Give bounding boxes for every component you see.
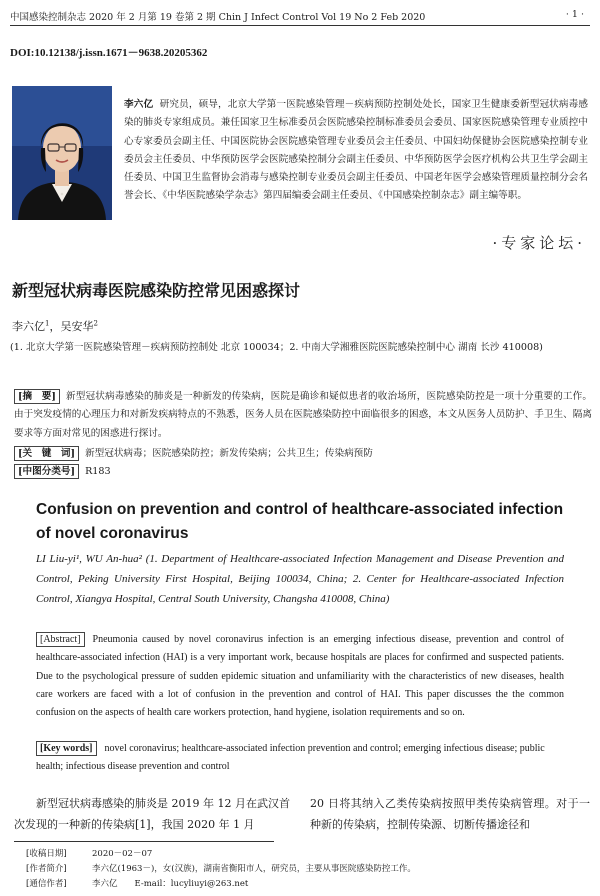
clc-label: [中图分类号] xyxy=(14,464,79,479)
abstract-cn-label: [摘 要] xyxy=(14,389,60,404)
running-header-left xyxy=(10,9,425,23)
authors-affiliations-en xyxy=(36,549,564,609)
footnote-corresponding xyxy=(26,877,248,889)
keywords-cn-text: 新型冠状病毒；医院感染防控；新发传染病；公共卫生；传染病预防 xyxy=(85,448,373,459)
abstract-en xyxy=(36,631,564,722)
bio-text: 研究员，硕导，北京大学第一医院感染管理－疾病预防控制处处长，国家卫生健康委新型冠状病毒感染的肺炎专家组成员。兼任国家卫生标准委员会医院感染控制标准委员会委员、国家医院感染管理专业质控中心专家委员会副主任、中国医院协会医院感染管理专业委员会主任委员、中国妇幼保健协会医院感染控制专业委员会主任委员、中华预防医学会医院感染控制分会副主任委员、中华预防医学会医疗机构公共卫生学会副主任委员、中国卫生监督协会消毒与感染控制专业委员会副主任委员、中国老年医学会感染管理质量控制分会名誉会长、《中华医院感染学杂志》第四届编委会副主任委员、《中国感染控制杂志》副主编等职。 xyxy=(124,99,588,202)
article-title-en: Confusion on prevention and control of healthcare-associated infection of novel coronavirus xyxy=(36,501,564,542)
abstract-cn-text: 新型冠状病毒感染的肺炎是一种新发的传染病，医院是确诊和疑似患者的收治场所，医院感染防控是一项十分重要的工作。由于突发疫情的心理压力和对新发疾病特点的不熟悉，医务人员在医院感染防控中面临很多的困惑，本文从医务人员防护、手卫生、隔离要求等方面对常见的困惑进行探讨。 xyxy=(14,391,592,439)
clc-number xyxy=(14,464,111,479)
doi: DOI:10.12138/j.issn.1671－9638.20205362 xyxy=(10,47,208,59)
issue-cn: 2020 年 2 月第 19 卷第 2 期 xyxy=(89,12,216,23)
clc-text: R183 xyxy=(85,466,111,477)
affiliations-cn: (1. 北京大学第一医院感染管理－疾病预防控制处 北京 100034；2. 中南大学湘雅医院医院感染控制中心 湖南 长沙 410008) xyxy=(10,342,543,353)
column-tag: ·专家论坛· xyxy=(492,234,586,252)
footnote-rule xyxy=(14,841,274,842)
journal-name-cn: 中国感染控制杂志 xyxy=(10,12,87,23)
journal-name-en: Chin J Infect Control Vol 19 No 2 Feb 2020 xyxy=(218,12,426,23)
author-sep: ， xyxy=(49,320,61,333)
author-1-sup: 1 xyxy=(45,319,50,328)
keywords-cn-label: [关 键 词] xyxy=(14,446,79,461)
body-column-left: 新型冠状病毒感染的肺炎是 2019 年 12 月在武汉首次发现的一种新的传染病[1]，我国 2020 年 1 月 xyxy=(14,797,290,831)
footnote-author-intro xyxy=(26,862,416,874)
author-2-sup: 2 xyxy=(93,319,98,328)
abstract-cn xyxy=(14,388,592,443)
footnote-author-text: 李六亿(1963－)，女(汉族)，湖南省衡阳市人，研究员，主要从事医院感染防控工作。 xyxy=(92,864,416,874)
author-2-cn: 吴安华 xyxy=(60,320,94,333)
keywords-en-text: novel coronavirus; healthcare-associated infection prevention and control; emerging infectious disease; public health; infectious disease prevention and control xyxy=(36,743,545,773)
footnote-received xyxy=(26,847,152,859)
authors-en-text: LI Liu-yi¹, WU An-hua² (1. Department of Healthcare-associated Infection Management and Disease Prevention and Control, Peking University First Hospital, Beijing 100034, China; 2. Center for Healthcare-associated Infection Control, Xiangya Hospital, Central South University, Changsha 410008, China) xyxy=(36,553,564,605)
portrait-illustration xyxy=(12,86,112,220)
header-rule xyxy=(10,25,590,26)
abstract-en-label: [Abstract] xyxy=(36,632,85,647)
footnote-received-text: 2020－02－07 xyxy=(92,849,153,859)
author-photo xyxy=(12,86,112,220)
keywords-cn xyxy=(14,445,592,461)
footnote-author-label: [作者简介] xyxy=(26,864,67,874)
bio-name: 李六亿 xyxy=(124,99,154,110)
authors-cn xyxy=(12,318,98,334)
author-bio xyxy=(124,96,588,206)
keywords-en xyxy=(36,740,564,777)
article-title-cn: 新型冠状病毒医院感染防控常见困惑探讨 xyxy=(12,281,301,300)
keywords-en-label: [Key words] xyxy=(36,741,97,756)
footnote-received-label: [收稿日期] xyxy=(26,849,67,859)
footnote-corresponding-text: 李六亿 E-mail：lucyliuyi@263.net xyxy=(92,879,249,889)
page-number: · 1 · xyxy=(565,9,584,20)
author-1-cn: 李六亿 xyxy=(12,320,45,333)
footnote-corresponding-label: [通信作者] xyxy=(26,879,67,889)
abstract-en-text: Pneumonia caused by novel coronavirus infection is an emerging infectious disease, prevention and control of healthcare-associated infection (HAI) is a very important work, because hospitals are places for confirmed and suspected patients. Due to the psychological pressure of sudden epidemic situation and unfamiliarity with the characteristics of new diseases, health care workers are faced with a lot of confusion in the prevention and control of HAI. This paper discusses the the common confusion on the aspects of health care workers protection, hand hygiene, isolation requirements and so on. xyxy=(36,634,564,719)
body-column-right: 20 日将其纳入乙类传染病按照甲类传染病管理。对于一种新的传染病，控制传染源、切断传播途径和 xyxy=(310,797,590,831)
